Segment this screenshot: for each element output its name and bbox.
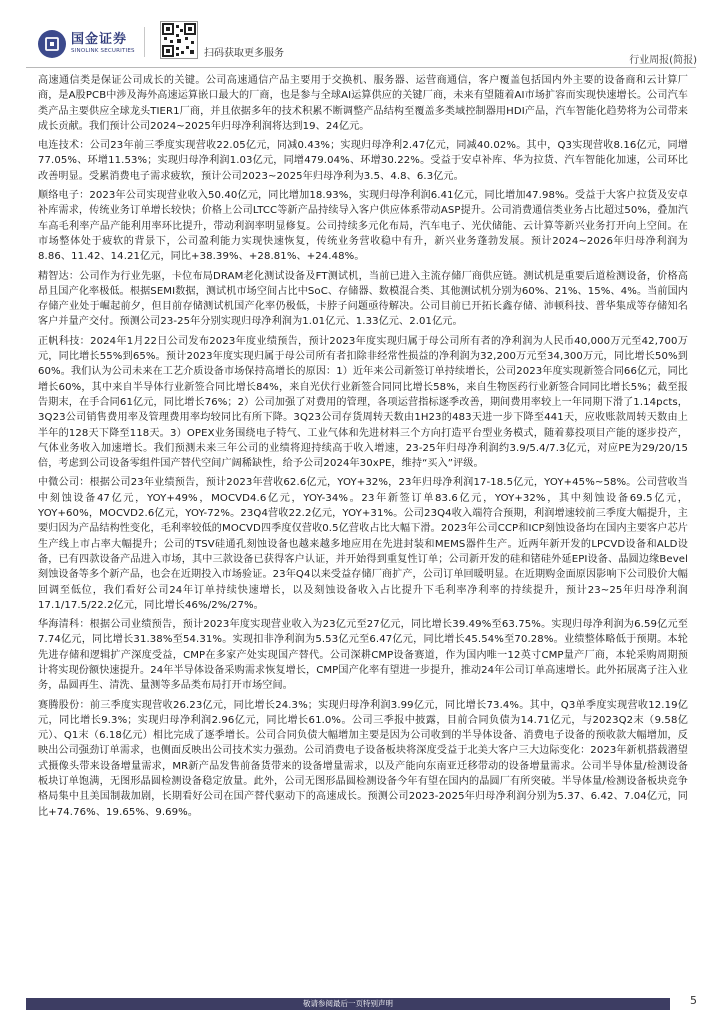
logo-text [71,33,135,55]
logo-mark-icon [38,30,66,58]
logo-name-en: SINOLINK SECURITIES [71,48,135,55]
header-rule [26,67,696,68]
footer-disclaimer: 敬请参阅最后一页特别声明 [303,999,393,1008]
paragraph-electric-connector: 电连技术：公司23年前三季度实现营收22.05亿元，同减0.43%；实现归母净利2.47亿元，同减40.02%。其中，Q3实现营收8.16亿元，同增77.05%、环增11.53%；实现归母净利润1.03亿元，同增479.04%、环增30.22%。受益于安卓补库、华为拉货、汽车智能化加速，公司环比改善明显。受累消费电子需求疲软，预计公司2023~2025年归母净利为3.5、4.8、6.3亿元。 [38,140,688,182]
paragraph-amec: 中微公司：根据公司23年业绩预告，预计2023年营收62.6亿元，YOY+32%，23年归母净利润17-18.5亿元，YOY+45%~58%。公司营收当中刻蚀设备47亿元，YOY+49%，MOCVD4.6亿元，YOY-34%。23年新签订单83.6亿元，YOY+32%，其中刻蚀设备69.5亿元，YOY+60%，MOCVD2.6亿元，YOY-72%。23Q4营收22.2亿元，YOY+31%。公司23Q4收入端符合预期，利润增速较前三季度大幅提升，主要归因为产品结构性变化，毛利率较低的MOCVD四季度仅营收0.5亿营收占比大幅下滑。2023年公司CCP和ICP刻蚀设备均在国内主要客户芯片生产线上市占率大幅提升；公司的TSV硅通孔刻蚀设备也越来越多地应用在先进封装和MEMS器件生产。近两年新开发的LPCVD设备和ALD设备，已有四款设备产品进入市场，其中三款设备已获得客户认证，并开始得到重复性订单；公司新开发的硅和锗硅外延EPI设备、晶圆边缘Bevel刻蚀设备等多个新产品，也会在近期投入市场验证。23年Q4以来受益存储厂商扩产，公司订单回暖明显。在近期购金面原因影响下公司股价大幅回调至低位，我们看好公司24年订单持续快速增长，以及刻蚀设备收入占比提升下毛利率净利率的持续提升，预计23~25年归母净利润17.1/17.5/22.2亿元，同比增长46%/2%/27%。 [38,477,688,611]
footer-bar [26,998,670,1010]
paragraph-jingzhida: 精智达：公司作为行业先驱，卡位布局DRAM老化测试设备及FT测试机，当前已进入主流存储厂商供应链。测试机是重要后道检测设备，价格高昂且国产化率极低。根据SEMI数据，测试机市场空间占比中SoC、存储器、数模混合类、其他测试机分别为60%、21%、15%、4%。当前国内存储产业处于崛起前夕，但目前存储测试机国产化率仍极低，卡脖子问题亟待解决。公司目前已开拓长鑫存储、沛顿科技、普华集成等存储知名客户并量产交付。预测公司23-25年分别实现归母净利润为1.01亿元、1.33亿元、2.01亿元。 [38,270,688,328]
scan-for-services-text: 扫码获取更多服务 [204,48,284,59]
report-type-label: 行业周报(简报) [629,55,697,66]
paragraph-sunlord: 顺络电子：2023年公司实现营业收入50.40亿元，同比增加18.93%，实现归母净利润6.41亿元，同比增加47.98%。受益于大客户拉货及安卓补库需求，传统业务订单增长较快；价格上公司LTCC等新产品持续导入客户供应体系带动ASP提升。公司消费通信类业务占比超过50%，叠加汽车高毛利率产品产能利用率环比提升，带动利润率明显修复。公司持续多元化布局，汽车电子、光伏储能、云计算等新兴业务打开向上空间。在市场整体处于疲软的背景下，公司盈利能力实现快速恢复，传统业务营收稳中有升，新兴业务蓬勃发展。预计2024~2026年归母净利润为8.86、11.42、14.21亿元，同比+38.39%、+28.81%、+24.48%。 [38,190,688,263]
qr-code-icon[interactable] [160,21,198,59]
paragraph-zhengfan: 正帆科技：2024年1月22日公司发布2023年度业绩预告，预计2023年度实现归属于母公司所有者的净利润为人民币40,000万元至42,700万元，同比增长55%到65%。预计2023年度实现归属于母公司所有者扣除非经常性损益的净利润为32,200万元至34,300万元，同比增长50%到60%。我们认为公司未来在工艺介质设备市场保持高增长的原因：1）近年来公司新签订单持续增长，公司2023年度实现新签合同66亿元，同比增长60%，其中来自半导体行业新签合同比增长84%，来自光伏行业新签合同同比增长58%，来自生物医药行业新签合同同比增长5%；截至报告期末，在手合同61亿元，同比增长76%；2）公司加强了对费用的管理，各项运营指标逐季改善，期间费用率较上一年同期下滑了1.14pcts，3Q23公司销售费用率及管理费用率均较同比有所下降。3Q23公司存货周转天数由1H23的483天进一步下降至441天，应收账款周转天数由上半年的128天下降至118天。3）OPEX业务围绕电子特气、工业气体和先进材料三个方向打造平台型业务模式，随着募投项目产能的逐步投产，气体业务收入加速增长。我们预测未来三年公司的业绩将迎持续高于收入增速，23-25年归母净利润约3.9/5.4/7.3亿元，对应PE为29/20/15倍，考虑到公司设备零组件国产替代空间广阔稀缺性，给予公司2024年30xPE，维持“买入”评级。 [38,335,688,470]
header-divider [144,27,145,57]
page-number: 5 [690,994,697,1007]
logo-name-cn: 国金证券 [71,32,128,48]
paragraph-saiteng: 赛腾股份：前三季度实现营收26.23亿元，同比增长24.3%；实现归母净利润3.99亿元，同比增长73.4%。其中，Q3单季度实现营收12.19亿元，同比增长9.3%；实现归母净利润2.96亿元，同比增长61.0%。公司三季报中披露，目前合同负债为14.71亿元，与2023Q2末（9.58亿元）、Q1末（6.18亿元）相比完成了逐季增长。公司合同负债大幅增加主要是因为公司收到的半导体设备、消费电子设备的预收款大幅增加，反映出公司强劲订单需求，也侧面反映出公司技术实力强劲。公司消费电子设备板块将深度受益于北美大客户三大边际变化：2023年新机搭载潜望式摄像头带来设备增量需求，MR新产品发售前备货带来的设备增量需求，以及产能向东南亚迁移带动的设备增量需求。公司半导体量/检测设备板块订单饱满，无图形晶圆检测设备稳定放量。此外，公司无图形晶圆检测设备今年有望在国内的晶圆厂有所突破。半导体量/检测设备板块竞争格局集中且美国制裁加剧，长期看好公司在国产替代驱动下的高速成长。预测公司2023-2025年归母净利润分别为5.37、6.42、7.04亿元，同比+74.76%、19.65%、9.69%。 [38,699,688,818]
page-header [0,0,724,66]
logo [38,30,135,58]
paragraph-high-speed-comm: 高速通信类是保证公司成长的关键。公司高速通信产品主要用于交换机、服务器、运营商通信，客户覆盖包括国内外主要的设备商和云计算厂商，是A股PCB中涉及海外高速运算嵌口最大的厂商，也是参与全球AI运算供应的关键厂商，未来有望随着AI市场扩容而实现快速增长。公司汽车类产品主要供应全球龙头TIER1厂商，并且依据多年的技术积累不断调整产品结构至覆盖多类域控制器用HDI产品，汽车智能化趋势将为公司带来成长贡献。我们预计公司2024~2025年归母净利润将达到19、24亿元。 [38,75,688,132]
paragraph-huahai-qingke: 华海清科：根据公司业绩预告，预计2023年度实现营业收入为23亿元至27亿元，同比增长39.49%至63.75%。实现归母净利润为6.59亿元至7.74亿元，同比增长31.38%至54.31%。实现扣非净利润为5.53亿元至6.47亿元，同比增长45.54%至70.28%。业绩整体略低于预期。本轮先进存储和逻辑扩产深度受益，CMP在多家产处实现国产替代。公司深耕CMP设备赛道，作为国内唯一12英寸CMP量产厂商，本轮采购周期预计将实现份额快速提升。24年半导体设备采购需求恢复增长，CMP国产化率有望进一步提升，推动24年公司订单高速增长。此外拓展离子注入业务，晶圆再生、清洗、量测等多品类布局打开市场空间。 [38,619,688,692]
report-body [38,73,688,824]
